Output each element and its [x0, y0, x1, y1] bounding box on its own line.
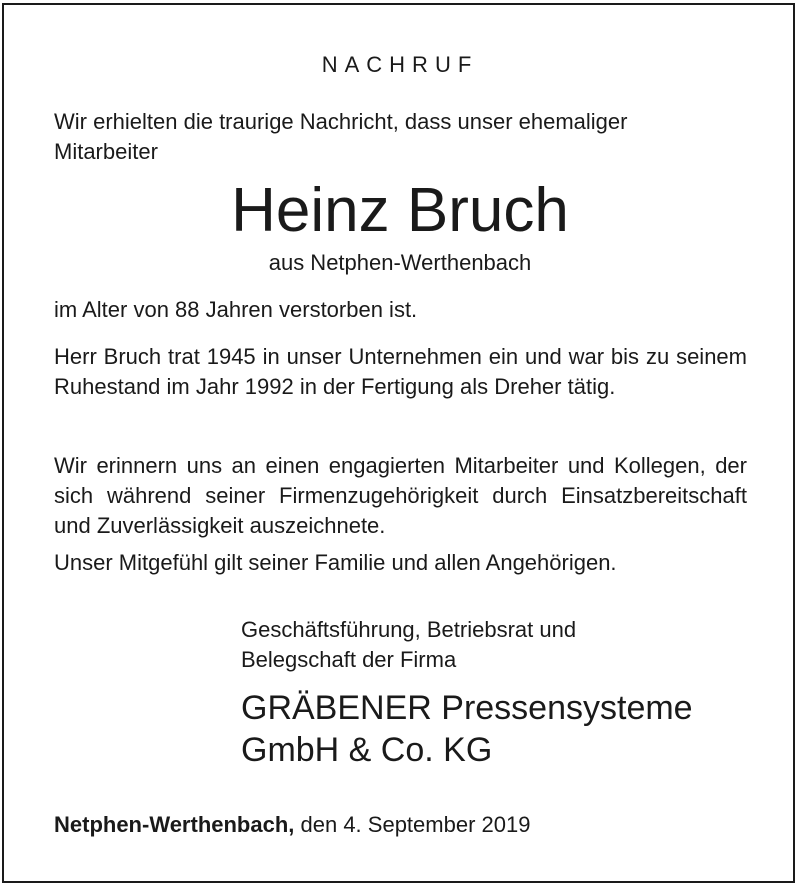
intro-line-1: Wir erhielten die traurige Nachricht, dass unser ehemaliger [54, 109, 628, 134]
footer-place-date [54, 810, 530, 840]
age-line: im Alter von 88 Jahren verstorben ist. [54, 297, 418, 322]
memory-paragraph: Wir erinnern uns an einen engagierten Mitarbeiter und Kollegen, der sich während seiner Firmenzugehörigkeit durch Einsatzbereitschaft und Zuverlässigkeit auszeichnete. [54, 453, 747, 538]
company-name-line-1: GRÄBENER Pressensysteme [241, 689, 693, 727]
career-paragraph: Herr Bruch trat 1945 in unser Unternehmen ein und war bis zu seinem Ruhestand im Jahr 1992 in der Fertigung als Dreher tätig. [54, 344, 747, 399]
notice-heading: NACHRUF [321, 52, 479, 77]
deceased-origin: aus Netphen-Werthenbach [268, 250, 532, 275]
footer-place: Netphen-Werthenbach, [54, 812, 295, 837]
condolence-line: Unser Mitgefühl gilt seiner Familie und allen Angehörigen. [54, 550, 617, 575]
company-name-line-2: GmbH & Co. KG [241, 731, 493, 769]
footer-date: den 4. September 2019 [294, 812, 531, 837]
signature-line-2: Belegschaft der Firma [241, 647, 457, 672]
deceased-name: Heinz Bruch [231, 176, 569, 245]
intro-line-2: Mitarbeiter [54, 139, 158, 164]
signature-line-1: Geschäftsführung, Betriebsrat und [241, 617, 577, 642]
